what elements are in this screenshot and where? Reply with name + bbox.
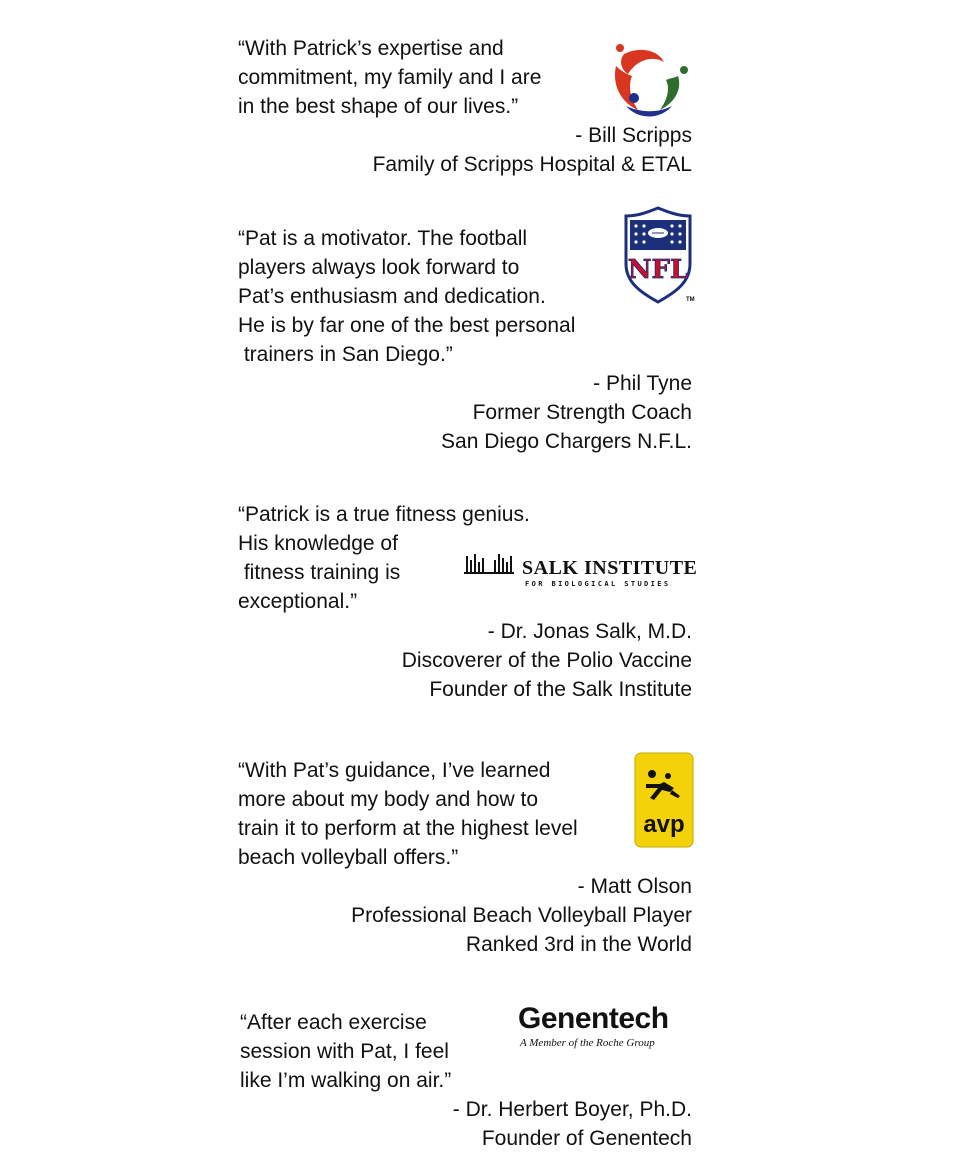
quote-line: session with Pat, I feel: [240, 1040, 449, 1063]
attribution-line: Founder of the Salk Institute: [429, 678, 692, 701]
attribution-line: - Matt Olson: [577, 875, 692, 898]
quote-line: commitment, my family and I are: [238, 66, 542, 89]
quote-line: He is by far one of the best personal: [238, 314, 576, 337]
quote-line: train it to perform at the highest level: [238, 817, 578, 840]
attribution-line: Ranked 3rd in the World: [465, 933, 692, 956]
attribution-genentech: [453, 1095, 692, 1153]
genentech-logo-subtitle: A Member of the Roche Group: [520, 1037, 655, 1049]
attribution-line: Founder of Genentech: [481, 1127, 692, 1150]
nfl-tm-mark: TM: [686, 297, 695, 303]
quote-line: Pat’s enthusiasm and dedication.: [238, 285, 546, 308]
quote-nfl: [238, 224, 575, 369]
attribution-salk: [402, 617, 692, 704]
scripps-people-logo-icon: [608, 40, 692, 122]
avp-logo-text: avp: [643, 811, 685, 838]
attribution-nfl: [441, 369, 692, 456]
nfl-shield-logo-icon: [620, 206, 696, 306]
quote-line: “Pat is a motivator. The football: [238, 227, 528, 250]
quote-line: “With Patrick’s expertise and: [238, 37, 504, 60]
nfl-logo-text: NFL: [627, 255, 689, 285]
quote-avp: [238, 756, 578, 872]
attribution-line: - Dr. Herbert Boyer, Ph.D.: [452, 1098, 692, 1121]
attribution-avp: [351, 872, 692, 959]
genentech-logo-icon: Genentech: [518, 1002, 669, 1035]
attribution-line: Professional Beach Volleyball Player: [351, 904, 692, 927]
quote-line: “Patrick is a true fitness genius.: [238, 503, 530, 526]
quote-line: “After each exercise: [240, 1011, 427, 1034]
quote-line: exceptional.”: [238, 590, 358, 613]
quote-line: in the best shape of our lives.”: [238, 95, 519, 118]
salk-logo-subtitle: FOR BIOLOGICAL STUDIES: [525, 580, 671, 588]
avp-volleyball-logo-icon: [634, 752, 694, 848]
attribution-line: - Phil Tyne: [593, 372, 692, 395]
quote-line: His knowledge of: [238, 532, 398, 555]
attribution-line: Discoverer of the Polio Vaccine: [401, 649, 692, 672]
quote-line: like I’m walking on air.”: [240, 1069, 452, 1092]
attribution-line: - Bill Scripps: [575, 124, 692, 147]
salk-logo-name: SALK INSTITUTE: [522, 557, 698, 579]
attribution-line: San Diego Chargers N.F.L.: [441, 430, 692, 453]
quote-line: players always look forward to: [238, 256, 520, 279]
attribution-line: Former Strength Coach: [472, 401, 692, 424]
attribution-line: - Dr. Jonas Salk, M.D.: [487, 620, 692, 643]
attribution-scripps: [373, 121, 692, 179]
quote-line: trainers in San Diego.”: [238, 343, 453, 366]
quote-line: more about my body and how to: [238, 788, 539, 811]
salk-institute-logo-icon: [464, 552, 520, 576]
quote-scripps: [238, 34, 541, 121]
quote-line: fitness training is: [238, 561, 401, 584]
quote-line: “With Pat’s guidance, I’ve learned: [238, 759, 551, 782]
attribution-line: Family of Scripps Hospital & ETAL: [372, 153, 692, 176]
quote-line: beach volleyball offers.”: [238, 846, 459, 869]
quote-genentech: [240, 1008, 451, 1095]
